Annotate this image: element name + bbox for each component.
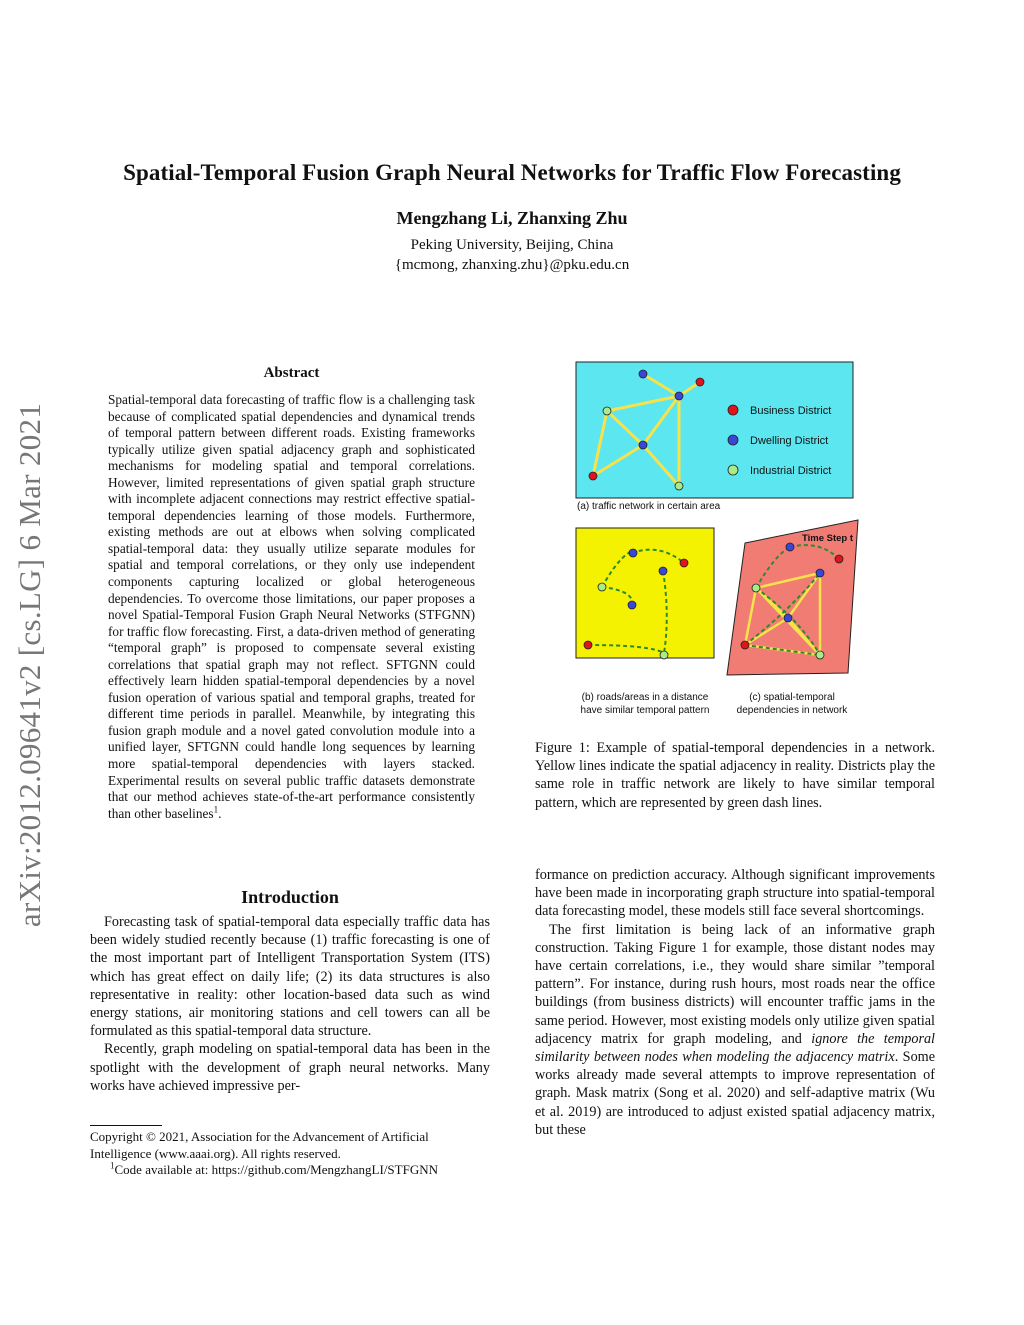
legend-dwelling: Dwelling District	[750, 435, 829, 447]
node-business	[835, 555, 843, 563]
intro-p4-part-a: The first limitation is being lack of an informative graph construction. Taking Figure 1 for example, those distant nodes may have certain correlations, i.e., they would share similar ”temporal pattern”. For instance, during rush hours, most roads near the office buildings (from business districts) will encounter traffic jams in the same period. However, most existing models only utilize given spatial adjacency matrix for graph modeling, and	[535, 921, 935, 1047]
intro-paragraph-4	[535, 921, 935, 1139]
footnote-rule	[90, 1125, 162, 1126]
intro-paragraph-1: Forecasting task of spatial-temporal data especially traffic data has been widely studied recently because (1) traffic forecasting is one of the most important part of Intelligent Transportation System (ITS) which has great effect on daily life; (2) its data structures is also representative in reality: other location-based data such as wind energy stations, air monitoring stations and cell towers can all be formulated as this spatial-temporal data structure.	[90, 914, 490, 1040]
panel-c-label-2: dependencies in network	[736, 705, 848, 716]
figure-caption: Figure 1: Example of spatial-temporal dependencies in a network. Yellow lines indicate the spatial adjacency in reality. Districts play the same role in traffic network are likely to have similar temporal pattern, which are represented by green dash lines.	[535, 740, 935, 811]
paper-authors: Mengzhang Li, Zhanxing Zhu	[396, 208, 628, 228]
abstract-body	[108, 392, 475, 822]
figure-1	[540, 355, 940, 725]
panel-a-label: (a) traffic network in certain area	[577, 501, 721, 512]
abstract-text: Spatial-temporal data forecasting of traffic flow is a challenging task because of complicated spatial dependencies and dynamical trends of temporal pattern between different roads. Existing frameworks typically utilize given spatial adjacency graph and sophisticated mechanisms for modeling spatial and temporal correlations. However, limited representations of given spatial graph structure with incomplete adjacent connections may restrict effective spatial-temporal dependencies learning of those models. Furthermore, existing methods are out at elbows when solving complicated spatial-temporal data: they usually utilize separate modules for spatial and temporal correlations, or they only use independent components capturing localized or global heterogeneous dependencies. To overcome those limitations, our paper proposes a novel Spatial-Temporal Fusion Graph Neural Networks (STFGNN) for traffic flow forecasting. First, a data-driven method of generating “temporal graph” is proposed to compensate several existing correlations that spatial graph may not reflect. SFTGNN could effectively learn hidden spatial-temporal dependencies by a novel fusion operation of various spatial and temporal graphs, treated for different time periods in parallel. Meanwhile, by integrating this fusion graph module and a novel gated convolution module into a unified layer, SFTGNN could handle long sequences by learning more spatial-temporal dependencies with layers stacked. Experimental results on several public traffic datasets demonstrate that our method achieves state-of-the-art performance consistently than other baselines	[108, 392, 475, 821]
panel-c-label-1: (c) spatial-temporal	[749, 692, 835, 703]
node-dwelling	[639, 441, 647, 449]
node-industrial	[603, 407, 611, 415]
code-footnote-mark: 1	[110, 1160, 115, 1171]
arxiv-stamp	[10, 370, 50, 960]
author-affiliation	[0, 235, 1024, 275]
node-dwelling	[675, 392, 683, 400]
copyright-footnote: Copyright © 2021, Association for the Advancement of Artificial Intelligence (www.aaai.org). All rights reserved.	[90, 1129, 429, 1161]
panel-a-background	[576, 362, 853, 498]
node-business	[680, 559, 688, 567]
code-footnote	[90, 1162, 490, 1179]
legend-industrial-dot	[728, 465, 738, 475]
node-dwelling	[784, 614, 792, 622]
legend-dwelling-dot	[728, 435, 738, 445]
node-dwelling	[629, 549, 637, 557]
panel-b-label-2: have similar temporal pattern	[580, 705, 710, 716]
node-dwelling	[639, 370, 647, 378]
node-dwelling	[659, 567, 667, 575]
node-industrial	[675, 482, 683, 490]
affiliation-line: Peking University, Beijing, China	[410, 237, 614, 253]
footnotes	[90, 1129, 490, 1179]
node-industrial	[598, 583, 606, 591]
email-line: {mcmong, zhanxing.zhu}@pku.edu.cn	[394, 257, 630, 273]
node-business	[584, 641, 592, 649]
intro-p4-part-b: . Some works already made several attempts to improve representation of graph. Mask matrix (Song et al. 2020) and self-adaptive matrix (Wu et al. 2019) are introduced to adjust existed spatial adjacency matrix, but these	[535, 1049, 935, 1138]
paper-title: Spatial-Temporal Fusion Graph Neural Networks for Traffic Flow Forecasting	[123, 160, 901, 185]
arxiv-stamp-text: arXiv:2012.09641v2 [cs.LG] 6 Mar 2021	[12, 402, 47, 928]
intro-paragraph-2: Recently, graph modeling on spatial-temporal data has been in the spotlight with the development of graph neural networks. Many works have achieved impressive per-	[90, 1041, 490, 1094]
node-dwelling	[628, 601, 636, 609]
node-industrial	[660, 651, 668, 659]
introduction-heading: Introduction	[241, 887, 339, 907]
node-industrial	[752, 584, 760, 592]
panel-b-label-1: (b) roads/areas in a distance	[581, 692, 709, 703]
legend-business-dot	[728, 405, 738, 415]
abstract-footnote-mark: 1	[213, 804, 219, 815]
intro-p4-emphasis: ignore the temporal similarity between nodes when modeling the adjacency matrix	[535, 1030, 936, 1066]
right-column-text	[535, 866, 935, 1139]
node-dwelling	[786, 543, 794, 551]
node-business	[741, 641, 749, 649]
legend-business: Business District	[750, 405, 832, 417]
abstract-heading: Abstract	[263, 365, 320, 381]
time-step-label: Time Step t	[802, 533, 854, 544]
legend-industrial: Industrial District	[750, 465, 832, 477]
left-column-text	[90, 913, 490, 1095]
node-dwelling	[816, 569, 824, 577]
code-footnote-text: Code available at: https://github.com/MengzhangLI/STFGNN	[114, 1162, 439, 1177]
abstract-end: .	[218, 805, 222, 821]
panel-b-background	[576, 528, 714, 658]
node-business	[696, 378, 704, 386]
node-industrial	[816, 651, 824, 659]
intro-paragraph-3: formance on prediction accuracy. Although significant improvements have been made in incorporating graph structure into spatial-temporal data forecasting model, these models still face several shortcomings.	[535, 867, 935, 920]
node-business	[589, 472, 597, 480]
